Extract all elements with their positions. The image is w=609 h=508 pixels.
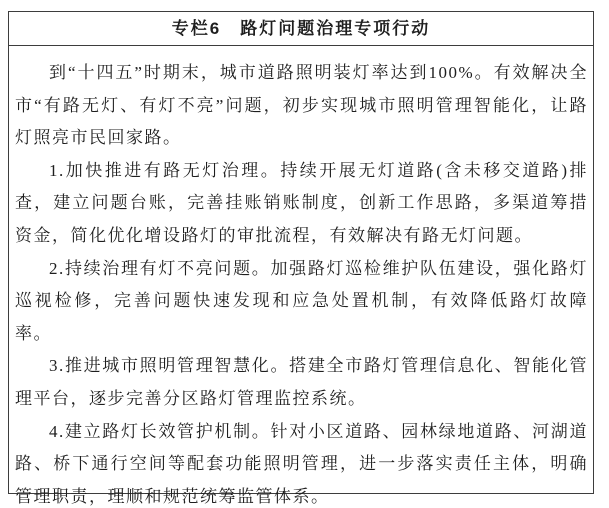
item-1-paragraph: 1.加快推进有路无灯治理。持续开展无灯道路(含未移交道路)排查，建立问题台账，完善挂账销账制度，创新工作思路，多渠道筹措资金，简化优化增设路灯的审批流程，有效解决有路无灯问题。 bbox=[15, 160, 588, 245]
item-2-paragraph: 2.持续治理有灯不亮问题。加强路灯巡检维护队伍建设，强化路灯巡视检修，完善问题快速发现和应急处置机制，有效降低路灯故障率。 bbox=[15, 258, 588, 343]
panel-title: 专栏6 路灯问题治理专项行动 bbox=[9, 12, 593, 46]
item-4-paragraph: 4.建立路灯长效管护机制。针对小区道路、园林绿地道路、河湖道路、桥下通行空间等配套功能照明管理，进一步落实责任主体，明确管理职责，理顺和规范统筹监管体系。 bbox=[15, 421, 588, 506]
column-panel bbox=[8, 11, 594, 506]
intro-paragraph: 到“十四五”时期末，城市道路照明装灯率达到100%。有效解决全市“有路无灯、有灯不亮”问题，初步实现城市照明管理智能化，让路灯照亮市民回家路。 bbox=[15, 63, 588, 148]
panel-body bbox=[9, 46, 593, 508]
item-3-paragraph: 3.推进城市照明管理智慧化。搭建全市路灯管理信息化、智能化管理平台，逐步完善分区路灯管理监控系统。 bbox=[15, 356, 588, 408]
